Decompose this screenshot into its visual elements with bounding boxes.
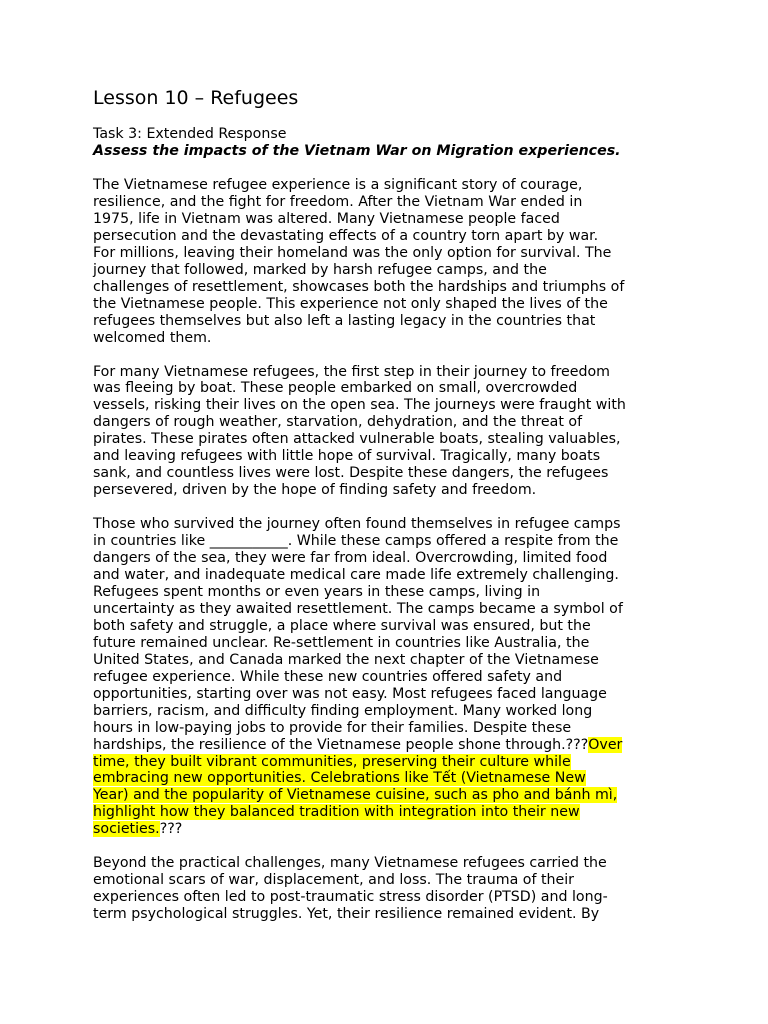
text-line: Those who survived the journey often found themselves in refugee camps — [93, 516, 621, 533]
text-line: term psychological struggles. Yet, their resilience remained evident. By — [93, 906, 600, 923]
paragraph-refugee-camps — [93, 516, 683, 838]
text-line: Refugees spent months or even years in these camps, living in — [93, 583, 541, 600]
text-line: dangers of rough weather, starvation, dehydration, and the threat of — [93, 414, 583, 431]
text-line: sank, and countless lives were lost. Despite these dangers, the refugees — [93, 465, 609, 482]
text-line-with-blank: in countries like ___________. While these camps offered a respite from the — [93, 533, 619, 550]
text-line: journey that followed, marked by harsh refugee camps, and the — [93, 261, 547, 278]
text-line: Beyond the practical challenges, many Vietnamese refugees carried the — [93, 855, 607, 872]
text-line-highlighted — [93, 804, 683, 821]
text-line-highlighted — [93, 770, 683, 787]
text-line: United States, and Canada marked the next chapter of the Vietnamese — [93, 651, 599, 668]
text-line: refugee experience. While these new countries offered safety and — [93, 668, 563, 685]
highlighted-text: societies. — [93, 821, 160, 838]
paragraph-emotional-scars — [93, 855, 683, 923]
text-line-mixed — [93, 737, 683, 754]
text-line: resilience, and the fight for freedom. After the Vietnam War ended in — [93, 193, 583, 210]
text-line: persevered, driven by the hope of finding safety and freedom. — [93, 482, 537, 499]
document-page — [93, 84, 683, 940]
plain-text: ??? — [159, 821, 183, 838]
text-line: future remained unclear. Re-settlement in countries like Australia, the — [93, 634, 590, 651]
text-line-highlighted — [93, 754, 683, 771]
text-line: For many Vietnamese refugees, the first step in their journey to freedom — [93, 363, 610, 380]
text-line: experiences often led to post-traumatic stress disorder (PTSD) and long- — [93, 889, 608, 906]
text-line: welcomed them. — [93, 329, 212, 346]
highlighted-text: Over — [588, 736, 623, 753]
text-line: both safety and struggle, a place where survival was ensured, but the — [93, 617, 591, 634]
highlighted-text: highlight how they balanced tradition with integration into their new — [93, 804, 580, 821]
highlighted-text: embracing new opportunities. Celebrations like Tết (Vietnamese New — [93, 770, 586, 787]
text-line: For millions, leaving their homeland was the only option for survival. The — [93, 244, 612, 261]
text-line: the Vietnamese people. This experience not only shaped the lives of the — [93, 295, 608, 312]
document-title: Lesson 10 – Refugees — [93, 87, 299, 109]
text-line-mixed — [93, 821, 683, 838]
text-line: refugees themselves but also left a lasting legacy in the countries that — [93, 312, 596, 329]
text-line: opportunities, starting over was not easy. Most refugees faced language — [93, 685, 607, 702]
paragraph-boat-journey — [93, 364, 683, 500]
task-question: Assess the impacts of the Vietnam War on Migration experiences. — [93, 143, 621, 159]
text-line: pirates. These pirates often attacked vulnerable boats, stealing valuables, — [93, 431, 621, 448]
plain-text: hardships, the resilience of the Vietnamese people shone through.??? — [93, 736, 589, 753]
text-line: challenges of resettlement, showcases both the hardships and triumphs of — [93, 278, 625, 295]
text-line: vessels, risking their lives on the open sea. The journeys were fraught with — [93, 397, 626, 414]
text-line: and water, and inadequate medical care made life extremely challenging. — [93, 567, 619, 584]
text-line: persecution and the devastating effects of a country torn apart by war. — [93, 227, 599, 244]
text-line: emotional scars of war, displacement, and loss. The trauma of their — [93, 872, 575, 889]
text-line: dangers of the sea, they were far from ideal. Overcrowding, limited food — [93, 550, 608, 567]
text-line: The Vietnamese refugee experience is a significant story of courage, — [93, 177, 583, 193]
highlighted-text: Year) and the popularity of Vietnamese cuisine, such as pho and bánh mì, — [93, 787, 618, 804]
paragraph-introduction — [93, 177, 683, 347]
text-line: 1975, life in Vietnam was altered. Many Vietnamese people faced — [93, 210, 560, 227]
text-line: barriers, racism, and difficulty finding employment. Many worked long — [93, 702, 593, 719]
task-label: Task 3: Extended Response — [93, 126, 287, 142]
highlighted-text: time, they built vibrant communities, preserving their culture while — [93, 753, 571, 770]
text-line-highlighted — [93, 787, 683, 804]
text-line: hours in low-paying jobs to provide for their families. Despite these — [93, 719, 572, 736]
text-line: and leaving refugees with little hope of survival. Tragically, many boats — [93, 448, 601, 465]
text-line: was fleeing by boat. These people embarked on small, overcrowded — [93, 380, 578, 397]
text-line: uncertainty as they awaited resettlement. The camps became a symbol of — [93, 600, 623, 617]
